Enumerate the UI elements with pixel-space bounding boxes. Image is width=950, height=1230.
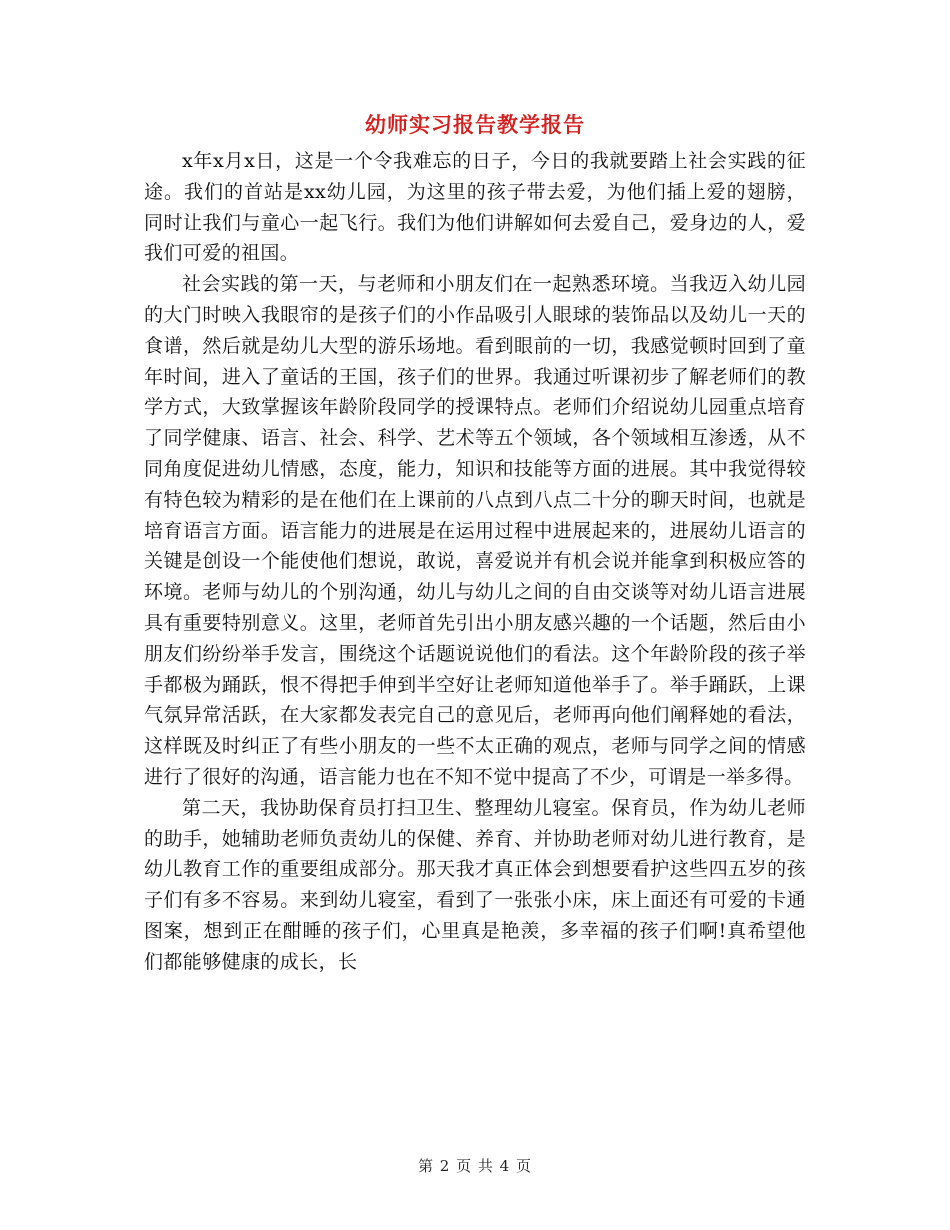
- document-title: 幼师实习报告教学报告: [365, 112, 585, 137]
- paragraph-1: x年x月x日，这是一个令我难忘的日子，今日的我就要踏上社会实践的征途。我们的首站是xx幼儿园，为这里的孩子带去爱，为他们插上爱的翅膀，同时让我们与童心一起飞行。我们为他们讲解如何去爱自己，爱身边的人，爱我们可爱的祖国。: [144, 150, 806, 265]
- document-body: [144, 146, 806, 978]
- paragraph-2: 社会实践的第一天，与老师和小朋友们在一起熟悉环境。当我迈入幼儿园的大门时映入我眼帘的是孩子们的小作品吸引人眼球的装饰品以及幼儿一天的食谱，然后就是幼儿大型的游乐场地。看到眼前的一切，我感觉顿时回到了童年时间，进入了童话的王国，孩子们的世界。我通过听课初步了解老师们的教学方式，大致掌握该年龄阶段同学的授课特点。老师们介绍说幼儿园重点培育了同学健康、语言、社会、科学、艺术等五个领域，各个领域相互渗透，从不同角度促进幼儿情感，态度，能力，知识和技能等方面的进展。其中我觉得较有特色较为精彩的是在他们在上课前的八点到八点二十分的聊天时间，也就是培育语言方面。语言能力的进展是在运用过程中进展起来的，进展幼儿语言的关键是创设一个能使他们想说，敢说，喜爱说并有机会说并能拿到积极应答的环境。老师与幼儿的个别沟通，幼儿与幼儿之间的自由交谈等对幼儿语言进展具有重要特别意义。这里，老师首先引出小朋友感兴趣的一个话题，然后由小朋友们纷纷举手发言，围绕这个话题说说他们的看法。这个年龄阶段的孩子举手都极为踊跃，恨不得把手伸到半空好让老师知道他举手了。举手踊跃，上课气氛异常活跃，在大家都发表完自己的意见后，老师再向他们阐释她的看法，这样既及时纠正了有些小朋友的一些不太正确的观点，老师与同学之间的情感进行了很好的沟通，语言能力也在不知不觉中提高了不少，可谓是一举多得。: [144, 273, 806, 788]
- page-number-footer: 第 2 页 共 4 页: [418, 1157, 532, 1175]
- paragraph-3: 第二天，我协助保育员打扫卫生、整理幼儿寝室。保育员，作为幼儿老师的助手，她辅助老师负责幼儿的保健、养育、并协助老师对幼儿进行教育，是幼儿教育工作的重要组成部分。那天我才真正体会到想要看护这些四五岁的孩子们有多不容易。来到幼儿寝室，看到了一张张小床，床上面还有可爱的卡通图案，想到正在酣睡的孩子们，心里真是艳羡，多幸福的孩子们啊!真希望他们都能够健康的成长，长: [144, 796, 806, 973]
